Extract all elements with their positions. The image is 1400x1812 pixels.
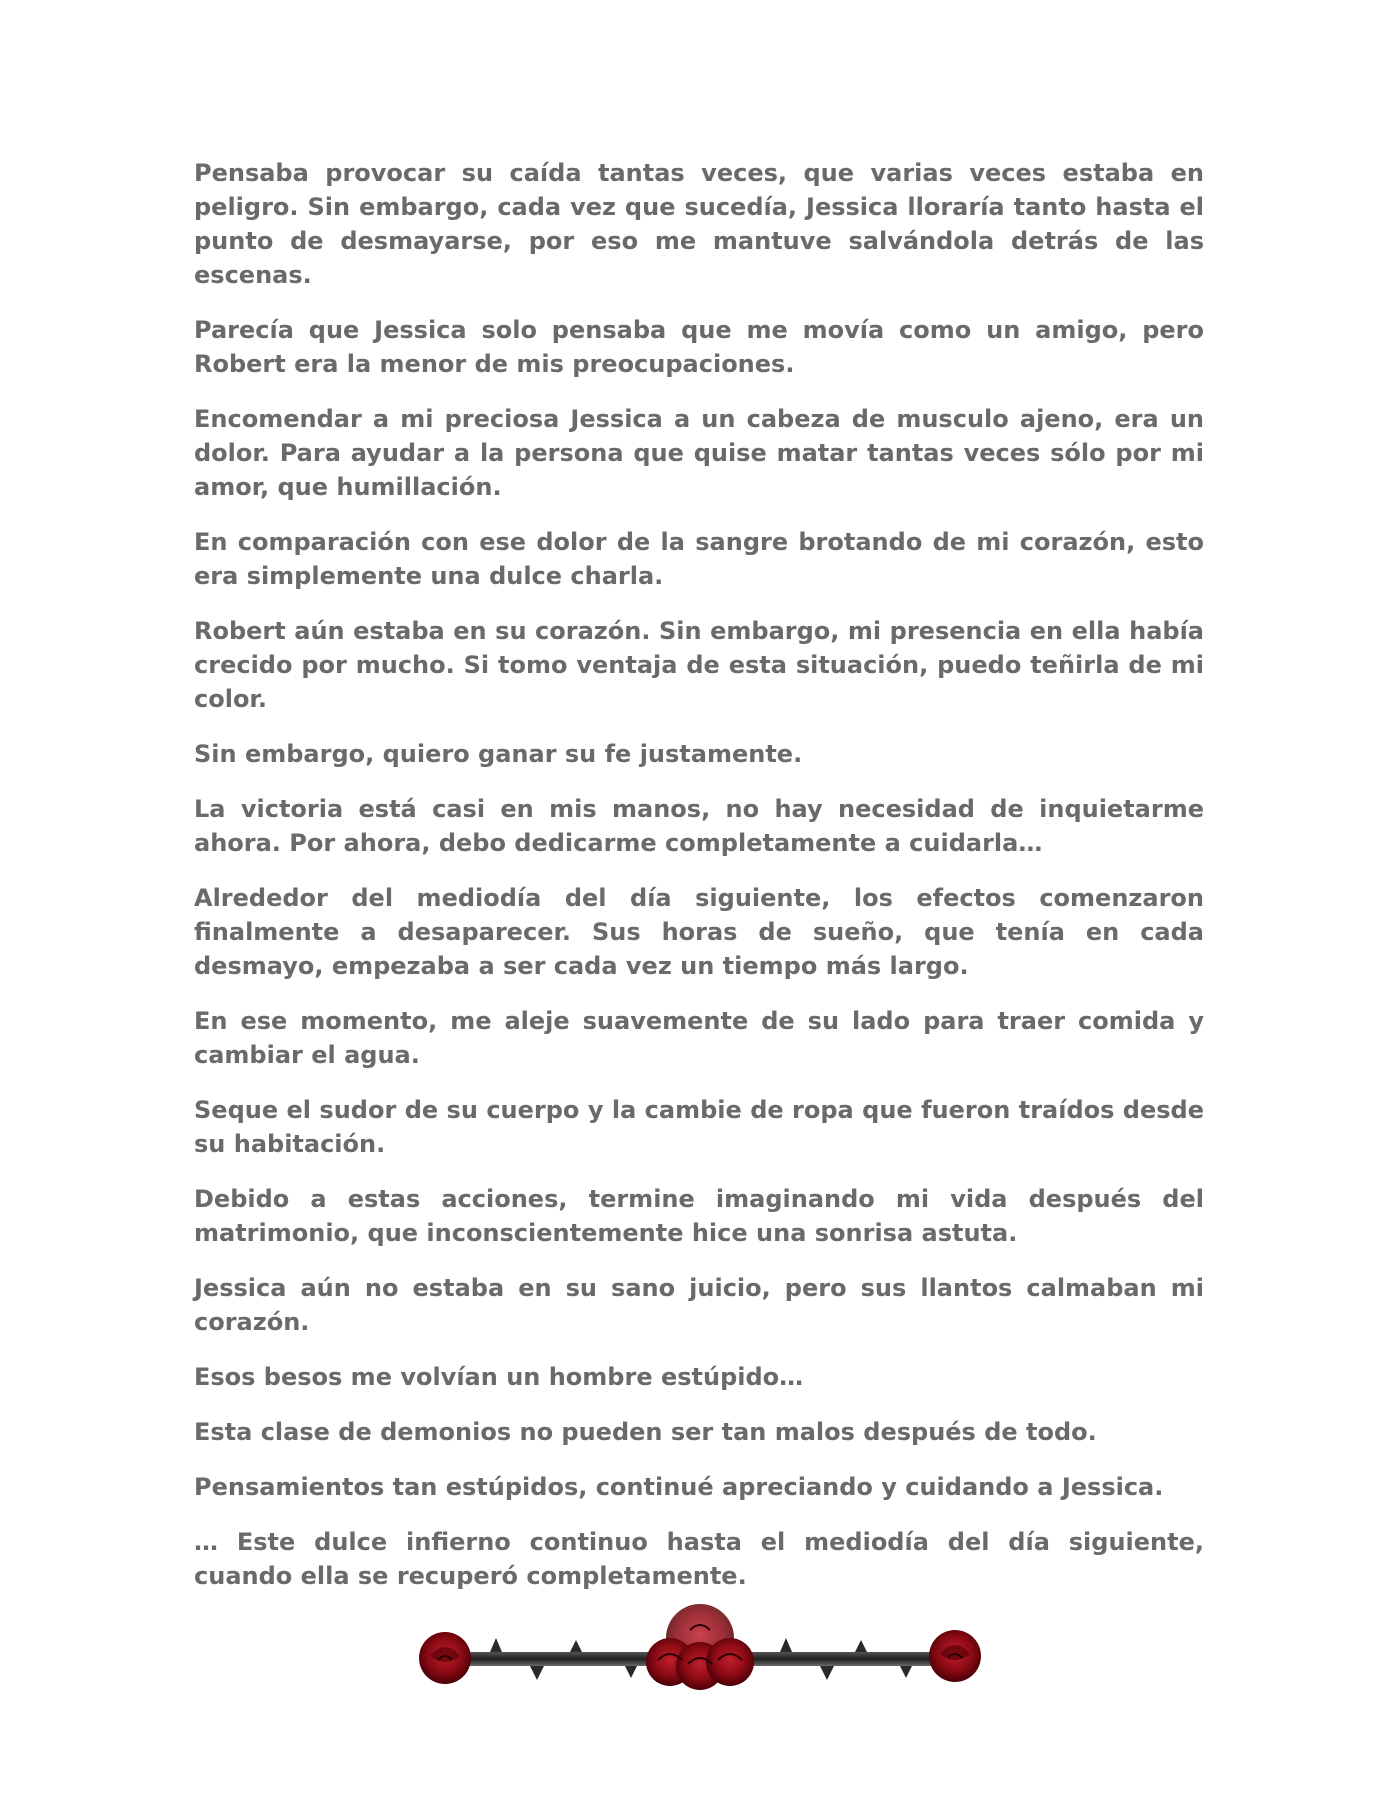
paragraph: Alrededor del mediodía del día siguiente, los efectos comenzaron finalmente a desaparecer. Sus horas de sueño, que tenía en cada desmayo, empezaba a ser cada vez un tiempo más largo. [194, 884, 1204, 980]
rose-right [929, 1630, 981, 1682]
paragraph: Sin embargo, quiero ganar su fe justamente. [194, 740, 803, 768]
paragraph: … Este dulce infierno continuo hasta el mediodía del día siguiente, cuando ella se recuperó completamente. [194, 1528, 1204, 1590]
body-text [194, 156, 1204, 1614]
paragraph: Pensamientos tan estúpidos, continué apreciando y cuidando a Jessica. [194, 1473, 1164, 1501]
paragraph: Esta clase de demonios no pueden ser tan malos después de todo. [194, 1418, 1097, 1446]
rose-thorn-divider-icon [400, 1600, 1000, 1710]
paragraph: Seque el sudor de su cuerpo y la cambie de ropa que fueron traídos desde su habitación. [194, 1096, 1204, 1158]
rose-center-cluster [646, 1604, 754, 1690]
paragraph: Robert aún estaba en su corazón. Sin embargo, mi presencia en ella había crecido por mucho. Si tomo ventaja de esta situación, puedo teñirla de mi color. [194, 617, 1204, 713]
paragraph: Encomendar a mi preciosa Jessica a un cabeza de musculo ajeno, era un dolor. Para ayudar a la persona que quise matar tantas veces sólo por mi amor, que humillación. [194, 405, 1204, 501]
paragraph: Debido a estas acciones, termine imaginando mi vida después del matrimonio, que inconscientemente hice una sonrisa astuta. [194, 1185, 1204, 1247]
paragraph: Pensaba provocar su caída tantas veces, que varias veces estaba en peligro. Sin embargo, cada vez que sucedía, Jessica lloraría tanto hasta el punto de desmayarse, por eso me mantuve salvándola detrás de las escenas. [194, 159, 1204, 289]
paragraph: Parecía que Jessica solo pensaba que me movía como un amigo, pero Robert era la menor de mis preocupaciones. [194, 316, 1204, 378]
paragraph: En comparación con ese dolor de la sangre brotando de mi corazón, esto era simplemente una dulce charla. [194, 528, 1204, 590]
paragraph: Esos besos me volvían un hombre estúpido… [194, 1363, 804, 1391]
paragraph: La victoria está casi en mis manos, no hay necesidad de inquietarme ahora. Por ahora, debo dedicarme completamente a cuidarla… [194, 795, 1204, 857]
rose-left [419, 1632, 471, 1684]
paragraph: En ese momento, me aleje suavemente de su lado para traer comida y cambiar el agua. [194, 1007, 1204, 1069]
paragraph: Jessica aún no estaba en su sano juicio, pero sus llantos calmaban mi corazón. [194, 1274, 1204, 1336]
